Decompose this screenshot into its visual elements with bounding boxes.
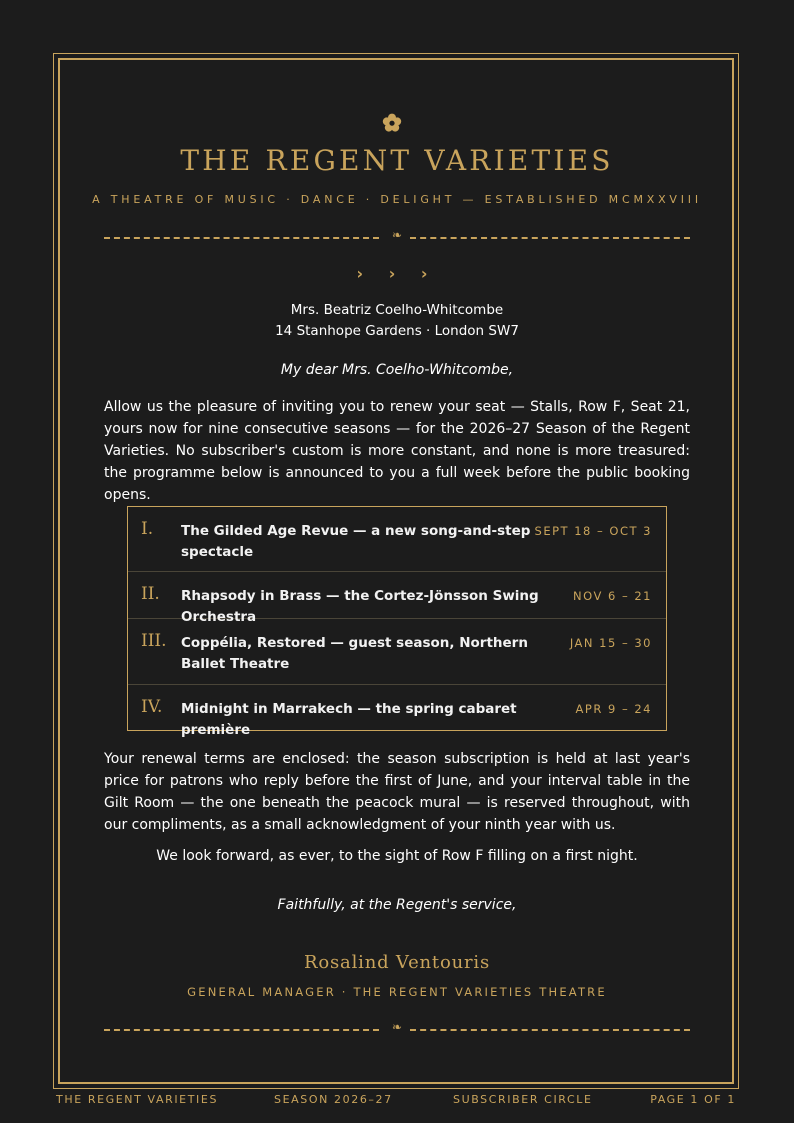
programme-title: Midnight in Marrakech — the spring cabaret première: [181, 701, 517, 738]
signoff: Faithfully, at the Regent's service,: [277, 897, 517, 913]
chevron-ornament: › › ›: [356, 264, 438, 283]
programme-row: [128, 572, 666, 625]
programme-title: Coppélia, Restored — guest season, Northern Ballet Theatre: [181, 635, 528, 672]
recipient-address: 14 Stanhope Gardens · London SW7: [275, 323, 519, 339]
flower-icon: [382, 113, 402, 133]
theatre-title: THE REGENT VARIETIES: [180, 144, 614, 177]
programme-title: The Gilded Age Revue — a new song-and-step spectacle: [181, 523, 531, 560]
footer-circle: SUBSCRIBER CIRCLE: [453, 1093, 593, 1106]
programme-dates: NOV 6 – 21: [573, 589, 652, 603]
programme-table: [127, 506, 667, 738]
ornamental-divider: [104, 228, 690, 245]
programme-numeral: III.: [141, 631, 167, 651]
footer-page-number: PAGE 1 OF 1: [650, 1093, 736, 1106]
theatre-tagline: A THEATRE OF MUSIC · DANCE · DELIGHT — ESTABLISHED MCMXXVIII: [92, 193, 702, 206]
terms-paragraph: Your renewal terms are enclosed: the season subscription is held at last year's price for patrons who reply before the first of June, and your interval table in the Gilt Room — the one beneath the peacock mural — is reserved throughout, with our compliments, as a small acknowledgment of your ninth year with us.: [104, 751, 690, 833]
programme-dates: JAN 15 – 30: [569, 636, 652, 650]
programme-numeral: IV.: [141, 697, 163, 717]
programme-numeral: I.: [141, 519, 154, 539]
programme-row: [128, 685, 666, 738]
ornamental-divider: [104, 1020, 690, 1037]
programme-row: [128, 619, 666, 685]
programme-dates: APR 9 – 24: [575, 702, 652, 716]
salutation: My dear Mrs. Coelho-Whitcombe,: [280, 362, 514, 378]
programme-row: [128, 507, 666, 572]
footer-season: SEASON 2026–27: [274, 1093, 393, 1106]
closing-line: We look forward, as ever, to the sight of Row F filling on a first night.: [156, 848, 638, 864]
fleuron-icon: ❧: [391, 228, 403, 242]
signatory-name: Rosalind Ventouris: [304, 952, 490, 973]
fleuron-icon: ❧: [391, 1020, 403, 1034]
recipient-name: Mrs. Beatriz Coelho-Whitcombe: [290, 302, 504, 318]
programme-numeral: II.: [141, 584, 160, 604]
programme-dates: SEPT 18 – OCT 3: [534, 524, 652, 538]
signatory-title: GENERAL MANAGER · THE REGENT VARIETIES THEATRE: [187, 985, 607, 999]
footer-theatre: THE REGENT VARIETIES: [56, 1093, 219, 1106]
page-footer: [56, 1093, 736, 1107]
intro-paragraph: Allow us the pleasure of inviting you to renew your seat — Stalls, Row F, Seat 21, yours now for nine consecutive seasons — for the 2026–27 Season of the Regent Varieties. No subscriber's custom is more constant, and none is more treasured: the programme below is announced to you a full week before the public booking opens.: [104, 399, 690, 503]
programme-title: Rhapsody in Brass — the Cortez-Jönsson Swing Orchestra: [181, 588, 539, 625]
